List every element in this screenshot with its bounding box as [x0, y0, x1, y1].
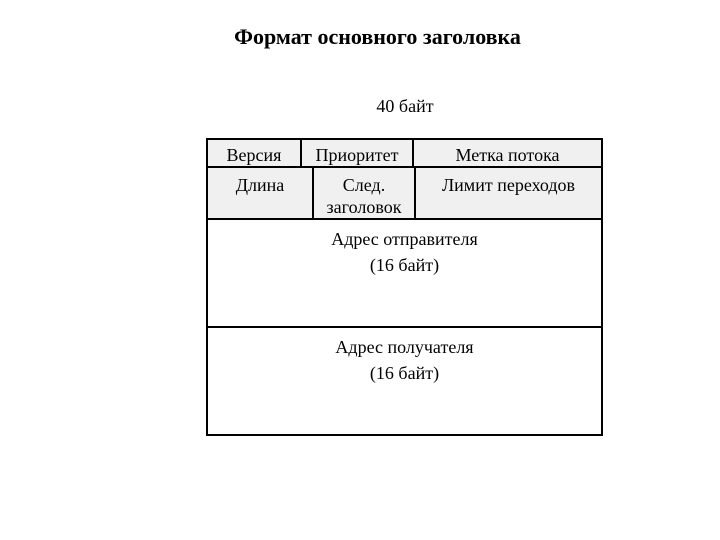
field-hop-limit: Лимит переходов	[441, 175, 576, 195]
field-next-header	[314, 174, 414, 218]
source-address-block	[208, 226, 601, 278]
row-separator-header-end	[208, 218, 601, 220]
field-next-header-line2: заголовок	[326, 197, 402, 217]
size-label: 40 байт	[376, 96, 434, 116]
field-priority: Приоритет	[315, 145, 399, 165]
field-flow-label: Метка потока	[455, 145, 560, 165]
diagram-title: Формат основного заголовка	[234, 24, 521, 49]
destination-address-label: Адрес получателя	[335, 337, 474, 357]
field-length: Длина	[235, 175, 285, 195]
source-address-size: (16 байт)	[369, 255, 440, 275]
destination-address-block	[208, 334, 601, 386]
header-format-diagram	[206, 138, 603, 436]
field-next-header-line1: След.	[342, 175, 386, 195]
field-version: Версия	[226, 145, 282, 165]
row-separator-top	[208, 166, 601, 168]
row-separator-addresses	[208, 326, 601, 328]
source-address-label: Адрес отправителя	[331, 229, 478, 249]
destination-address-size: (16 байт)	[369, 363, 440, 383]
